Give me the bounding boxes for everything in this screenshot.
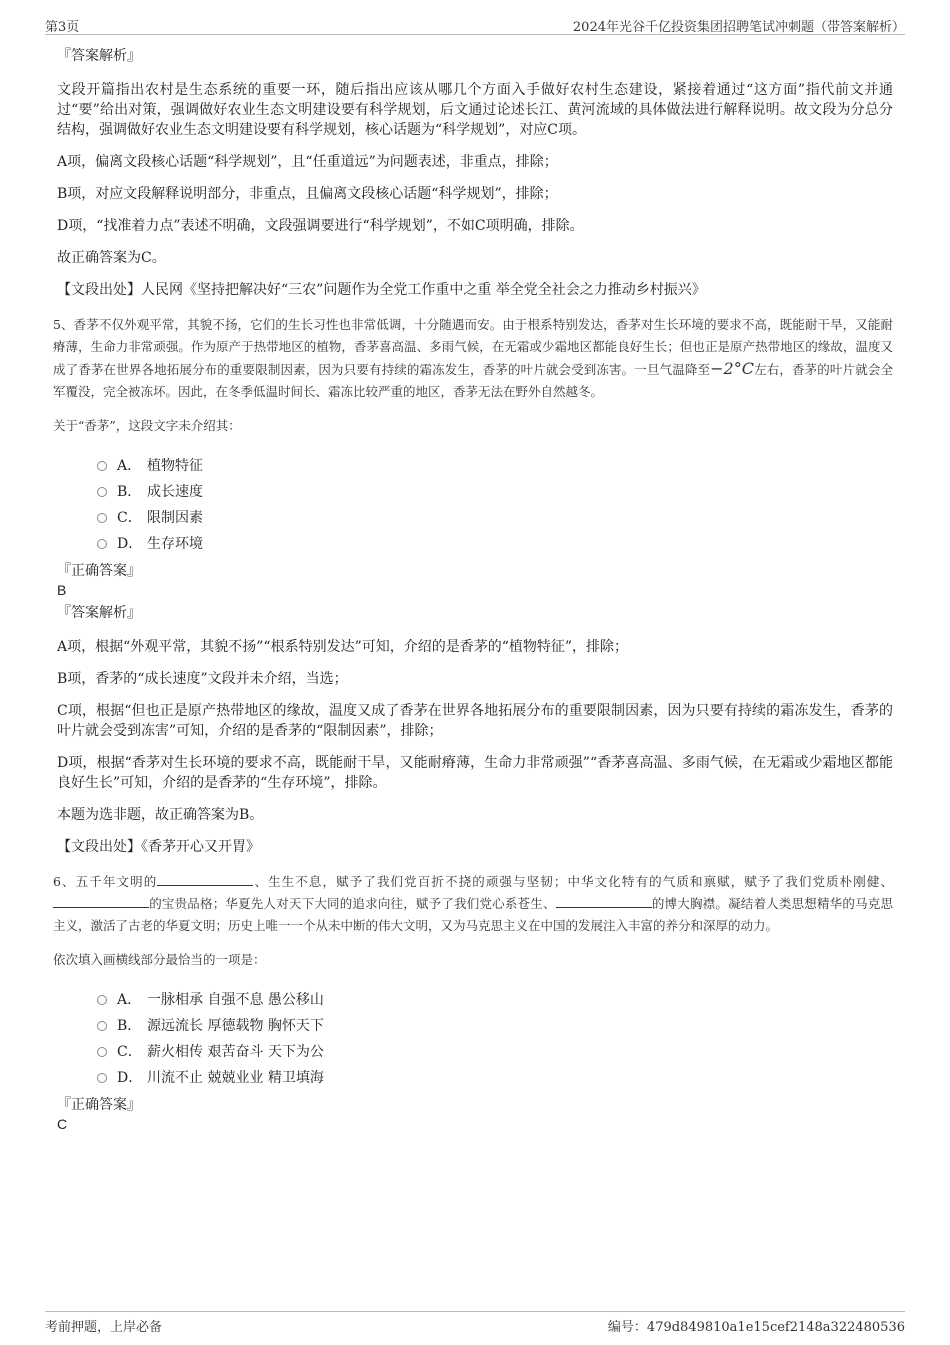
option-letter: B． — [117, 484, 142, 500]
q5-analysis-c: C项，根据“但也正是原产热带地区的缘故，温度又成了香茅在世界各地拓展分布的重要限制因素，因为只要有持续的霜冻发生，香茅的叶片就会受到冻害”可知，介绍的是香茅的“限制因素”，排除； — [57, 703, 893, 739]
radio-icon[interactable] — [97, 1073, 107, 1083]
q5-option-b[interactable] — [97, 479, 893, 505]
q6-correct-label: 『正确答案』 — [57, 1097, 141, 1113]
page-content — [53, 46, 893, 1133]
fill-blank-3 — [556, 895, 652, 908]
option-text: 生存环境 — [147, 536, 203, 552]
q5-analysis-a: A项，根据“外观平常，其貌不扬”“根系特别发达”可知，介绍的是香茅的“植物特征”，排除； — [57, 639, 629, 655]
q6-passage — [53, 871, 893, 937]
q5-analysis-b: B项，香茅的“成长速度”文段并未介绍，当选； — [57, 671, 348, 687]
option-text: 植物特征 — [147, 458, 203, 474]
q5-source: 【文段出处】《香茅开心又开胃》 — [57, 839, 260, 855]
radio-icon[interactable] — [97, 1021, 107, 1031]
q4-analysis-label: 『答案解析』 — [57, 48, 141, 64]
q4-analysis-a: A项，偏离文段核心话题“科学规划”，且“任重道远”为问题表述，非重点，排除； — [57, 154, 558, 170]
q6-stem: 依次填入画横线部分最恰当的一项是： — [53, 952, 266, 967]
option-letter: C． — [117, 510, 142, 526]
q5-stem: 关于“香茅”，这段文字未介绍其： — [53, 418, 241, 433]
option-letter: D． — [117, 1070, 143, 1086]
option-text: 成长速度 — [147, 484, 203, 500]
radio-icon[interactable] — [97, 539, 107, 549]
q5-options — [97, 453, 893, 557]
q5-temperature-math: −2°C — [710, 359, 754, 378]
q5-analysis-d: D项，根据“香茅对生长环境的要求不高，既能耐干旱，又能耐瘠薄，生命力非常顽强”“香茅喜高温、多雨气候，在无霜或少霜地区都能良好生长”可知，介绍的是香茅的“生存环境”，排除。 — [57, 755, 893, 791]
page-footer — [45, 1311, 905, 1336]
option-letter: D． — [117, 536, 143, 552]
radio-icon[interactable] — [97, 513, 107, 523]
radio-icon[interactable] — [97, 1047, 107, 1057]
q4-conclusion: 故正确答案为C。 — [57, 250, 166, 266]
page-number: 第3页 — [45, 20, 80, 35]
q5-option-d[interactable] — [97, 531, 893, 557]
page-header — [45, 10, 905, 35]
document-title: 2024年光谷千亿投资集团招聘笔试冲刺题（带答案解析） — [572, 20, 905, 35]
radio-icon[interactable] — [97, 461, 107, 471]
radio-icon[interactable] — [97, 995, 107, 1005]
option-text: 一脉相承 自强不息 愚公移山 — [147, 992, 324, 1008]
q5-passage-part2: 左右，香茅的叶片就会全军覆没，完全被冻坏。因此，在冬季低温时间长、霜冻比较严重的地区，香茅无法在野外自然越冬。 — [53, 362, 893, 399]
option-letter: A． — [117, 458, 142, 474]
q6-seg4: 的博大胸襟。凝结着人类思想精华的马克思主义，激活了古老的华夏文明；历史上唯一一个从未中断的伟大文明，又为马克思主义在中国的发展注入丰富的养分和深厚的动力。 — [53, 896, 893, 933]
q4-analysis-p1: 文段开篇指出农村是生态系统的重要一环，随后指出应该从哪几个方面入手做好农村生态建设，紧接着通过“这方面”指代前文并通过“要”给出对策，强调做好农业生态文明建设要有科学规划，后文通过论述长江、黄河流域的具体做法进行解释说明。故文段为分总分结构，强调做好农业生态文明建设要有科学规划，核心话题为“科学规划”，对应C项。 — [57, 82, 893, 138]
q6-seg1: 五千年文明的 — [75, 874, 158, 889]
q6-seg3: 的宝贵品格；华夏先人对天下大同的追求向往，赋予了我们党心系苍生、 — [149, 896, 556, 911]
option-text: 薪火相传 艰苦奋斗 天下为公 — [147, 1044, 324, 1060]
q5-option-a[interactable] — [97, 453, 893, 479]
fill-blank-2 — [53, 895, 149, 908]
q5-correct-label: 『正确答案』 — [57, 563, 141, 579]
q5-answer: B — [57, 582, 67, 598]
q6-option-b[interactable] — [97, 1013, 893, 1039]
footer-slogan: 考前押题，上岸必备 — [45, 1320, 163, 1335]
q6-option-c[interactable] — [97, 1039, 893, 1065]
fill-blank-1 — [157, 873, 253, 886]
q5-option-c[interactable] — [97, 505, 893, 531]
q6-number: 6、 — [53, 874, 76, 889]
radio-icon[interactable] — [97, 487, 107, 497]
option-text: 川流不止 兢兢业业 精卫填海 — [147, 1070, 324, 1086]
q6-option-a[interactable] — [97, 987, 893, 1013]
q4-source: 【文段出处】人民网《坚持把解决好“三农”问题作为全党工作重中之重 举全党全社会之力推动乡村振兴》 — [57, 282, 706, 298]
q5-passage — [53, 314, 893, 403]
q5-analysis-label: 『答案解析』 — [57, 605, 141, 621]
option-text: 限制因素 — [147, 510, 203, 526]
q4-analysis-b: B项，对应文段解释说明部分，非重点，且偏离文段核心话题“科学规划”，排除； — [57, 186, 558, 202]
option-text: 源远流长 厚德载物 胸怀天下 — [147, 1018, 324, 1034]
option-letter: A． — [117, 992, 142, 1008]
option-letter: C． — [117, 1044, 142, 1060]
q6-answer: C — [57, 1116, 68, 1132]
q5-conclusion: 本题为选非题，故正确答案为B。 — [57, 807, 264, 823]
q5-number: 5、 — [53, 317, 74, 332]
q6-option-d[interactable] — [97, 1065, 893, 1091]
option-letter: B． — [117, 1018, 142, 1034]
q6-options — [97, 987, 893, 1091]
q5-passage-part1: 香茅不仅外观平常，其貌不扬，它们的生长习性也非常低调，十分随遇而安。由于根系特别发达，香茅对生长环境的要求不高，既能耐干旱，又能耐瘠薄，生命力非常顽强。作为原产于热带地区的植物，香茅喜高温、多雨气候，在无霜或少霜地区都能良好生长；但也正是原产热带地区的缘故，温度又成了香茅在世界各地拓展分布的重要限制因素，因为只要有持续的霜冻发生，香茅的叶片就会受到冻害。一旦气温降至 — [53, 317, 893, 377]
footer-serial: 编号：479d849810a1e15cef2148a322480536 — [607, 1320, 905, 1335]
q6-seg2: 、生生不息，赋予了我们党百折不挠的顽强与坚韧；中华文化特有的气质和禀赋，赋予了我们党质朴刚健、 — [253, 874, 893, 889]
q4-analysis-d: D项，“找准着力点”表述不明确，文段强调要进行“科学规划”，不如C项明确，排除。 — [57, 218, 584, 234]
